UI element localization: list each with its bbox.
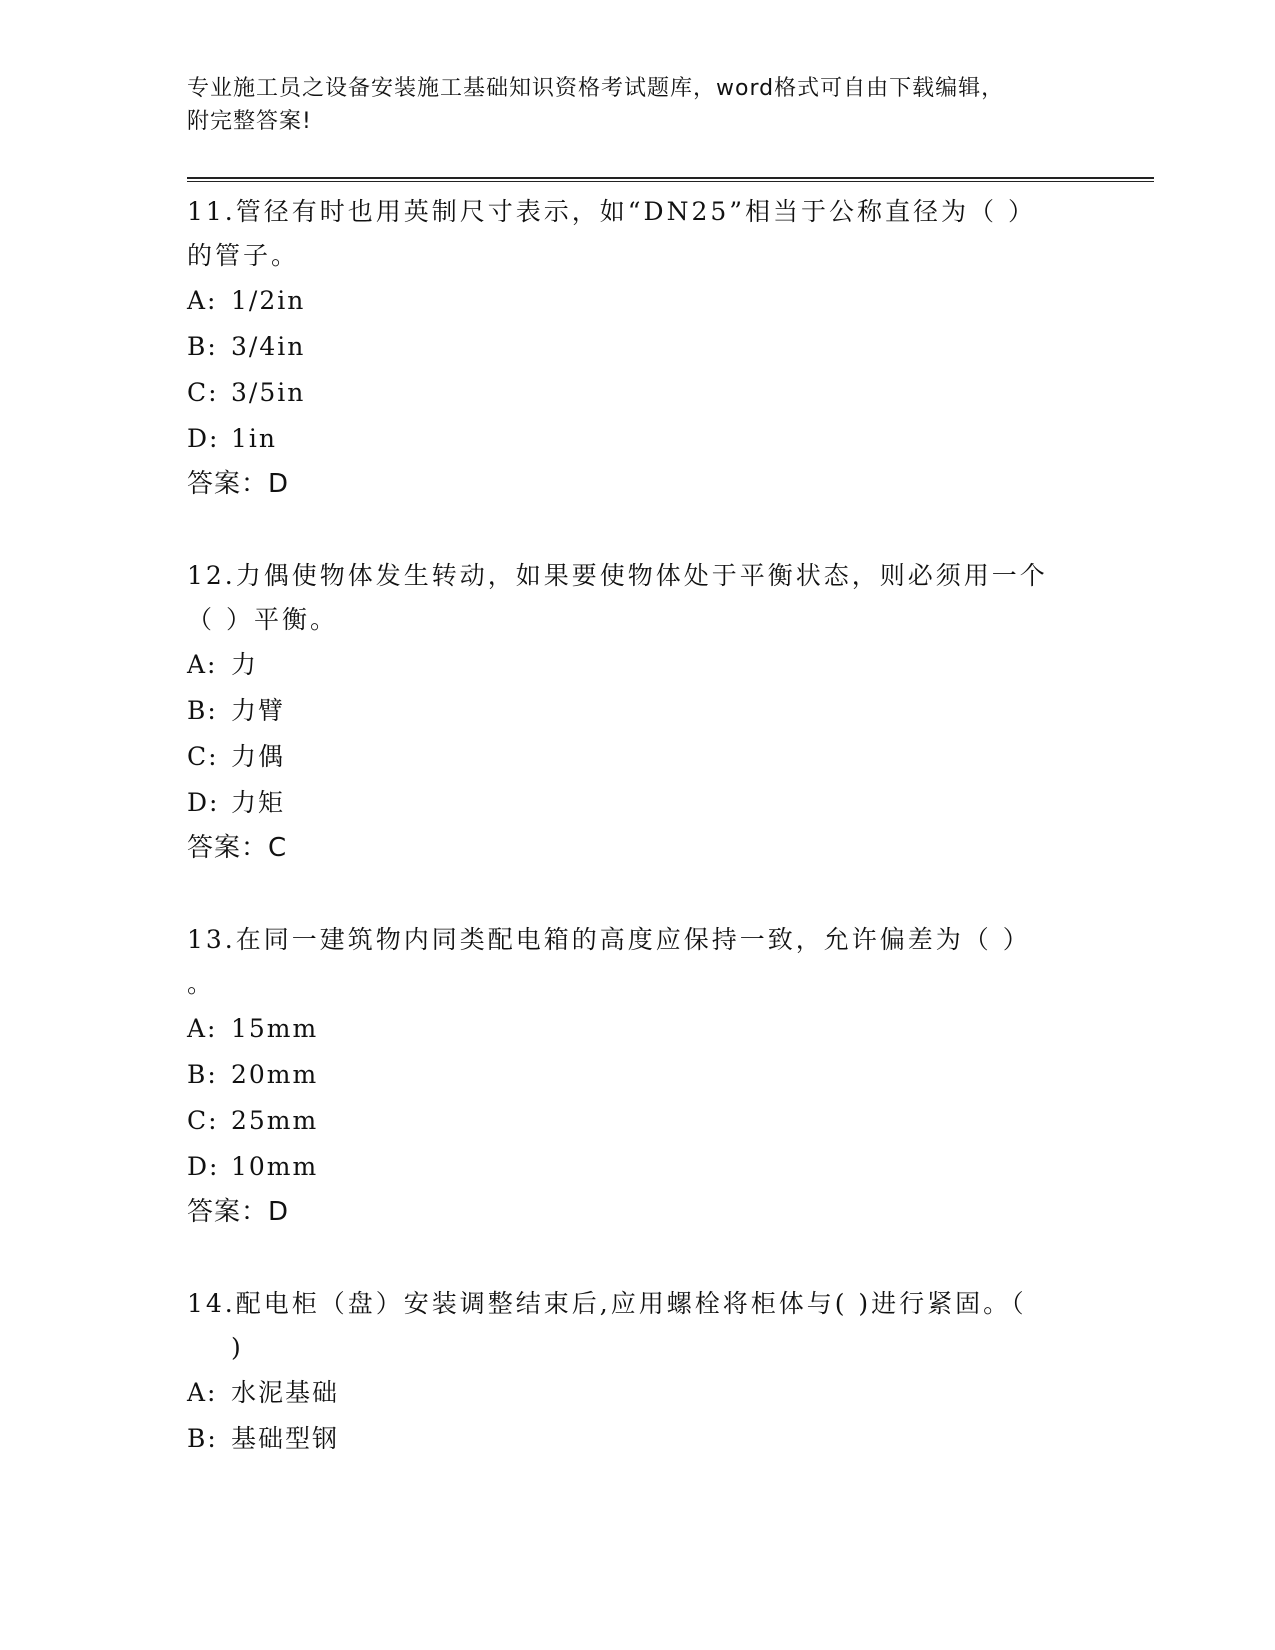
- header-line-1: 专业施工员之设备安装施工基础知识资格考试题库，word格式可自由下载编辑，: [187, 76, 1005, 101]
- option-key: A:: [187, 286, 218, 315]
- answer-line: 答案：D: [187, 469, 290, 499]
- question-stem-line-1: 13.在同一建筑物内同类配电箱的高度应保持一致，允许偏差为（ ）: [187, 925, 1031, 954]
- option-text: 15mm: [231, 1014, 319, 1043]
- option-text: 1/2in: [231, 286, 306, 315]
- option-key: D:: [187, 788, 220, 817]
- option-key: B:: [187, 1424, 218, 1453]
- option-d: [187, 416, 1087, 462]
- option-a: [187, 642, 1087, 688]
- option-d: [187, 1144, 1087, 1190]
- question-13: [187, 918, 1087, 1234]
- document-header: [187, 72, 1067, 138]
- option-key: C:: [187, 378, 219, 407]
- option-key: B:: [187, 1060, 218, 1089]
- option-text: 25mm: [231, 1106, 319, 1135]
- header-divider: [187, 177, 1154, 182]
- option-key: D:: [187, 1152, 220, 1181]
- option-text: 20mm: [231, 1060, 319, 1089]
- option-text: 水泥基础: [231, 1378, 340, 1407]
- option-text: 3/4in: [231, 332, 306, 361]
- option-c: [187, 370, 1087, 416]
- option-key: D:: [187, 424, 220, 453]
- option-key: A:: [187, 650, 218, 679]
- option-list: [187, 278, 1087, 462]
- option-a: [187, 1006, 1087, 1052]
- option-text: 力偶: [231, 742, 286, 771]
- answer-line: 答案：D: [187, 1197, 290, 1227]
- option-b: [187, 688, 1087, 734]
- option-text: 力矩: [231, 788, 286, 817]
- option-text: 1in: [231, 424, 278, 453]
- question-stem: [187, 190, 1087, 278]
- question-stem-line-1: 11.管径有时也用英制尺寸表示，如“DN25”相当于公称直径为（ ）: [187, 197, 1036, 226]
- question-stem-line-2: 。: [187, 969, 216, 998]
- question-12: [187, 554, 1087, 870]
- option-text: 10mm: [231, 1152, 319, 1181]
- question-stem: [187, 918, 1087, 1006]
- question-list: [187, 190, 1087, 1510]
- option-key: A:: [187, 1014, 218, 1043]
- option-list: [187, 642, 1087, 826]
- option-list: [187, 1370, 1087, 1462]
- header-line-2: 附完整答案!: [187, 109, 312, 134]
- option-key: A:: [187, 1378, 218, 1407]
- option-d: [187, 780, 1087, 826]
- option-b: [187, 324, 1087, 370]
- option-key: C:: [187, 742, 219, 771]
- option-key: C:: [187, 1106, 219, 1135]
- question-stem-line-1: 14.配电柜（盘）安装调整结束后,应用螺栓将柜体与( )进行紧固。（: [187, 1289, 1027, 1318]
- option-key: B:: [187, 332, 218, 361]
- option-a: [187, 278, 1087, 324]
- question-stem: [187, 1282, 1087, 1370]
- option-c: [187, 734, 1087, 780]
- question-stem: [187, 554, 1087, 642]
- option-b: [187, 1052, 1087, 1098]
- option-text: 3/5in: [231, 378, 306, 407]
- option-c: [187, 1098, 1087, 1144]
- question-stem-line-2: （ ）平衡。: [187, 605, 338, 634]
- question-stem-line-2: ): [231, 1333, 244, 1362]
- question-11: [187, 190, 1087, 506]
- option-text: 力: [231, 650, 259, 679]
- option-text: 基础型钢: [231, 1424, 340, 1453]
- option-b: [187, 1416, 1087, 1462]
- question-14: [187, 1282, 1087, 1462]
- answer-line: 答案：C: [187, 833, 288, 863]
- option-list: [187, 1006, 1087, 1190]
- option-text: 力臂: [231, 696, 286, 725]
- question-stem-line-2: 的管子。: [187, 241, 300, 270]
- question-stem-line-1: 12.力偶使物体发生转动，如果要使物体处于平衡状态，则必须用一个: [187, 561, 1048, 590]
- option-key: B:: [187, 696, 218, 725]
- option-a: [187, 1370, 1087, 1416]
